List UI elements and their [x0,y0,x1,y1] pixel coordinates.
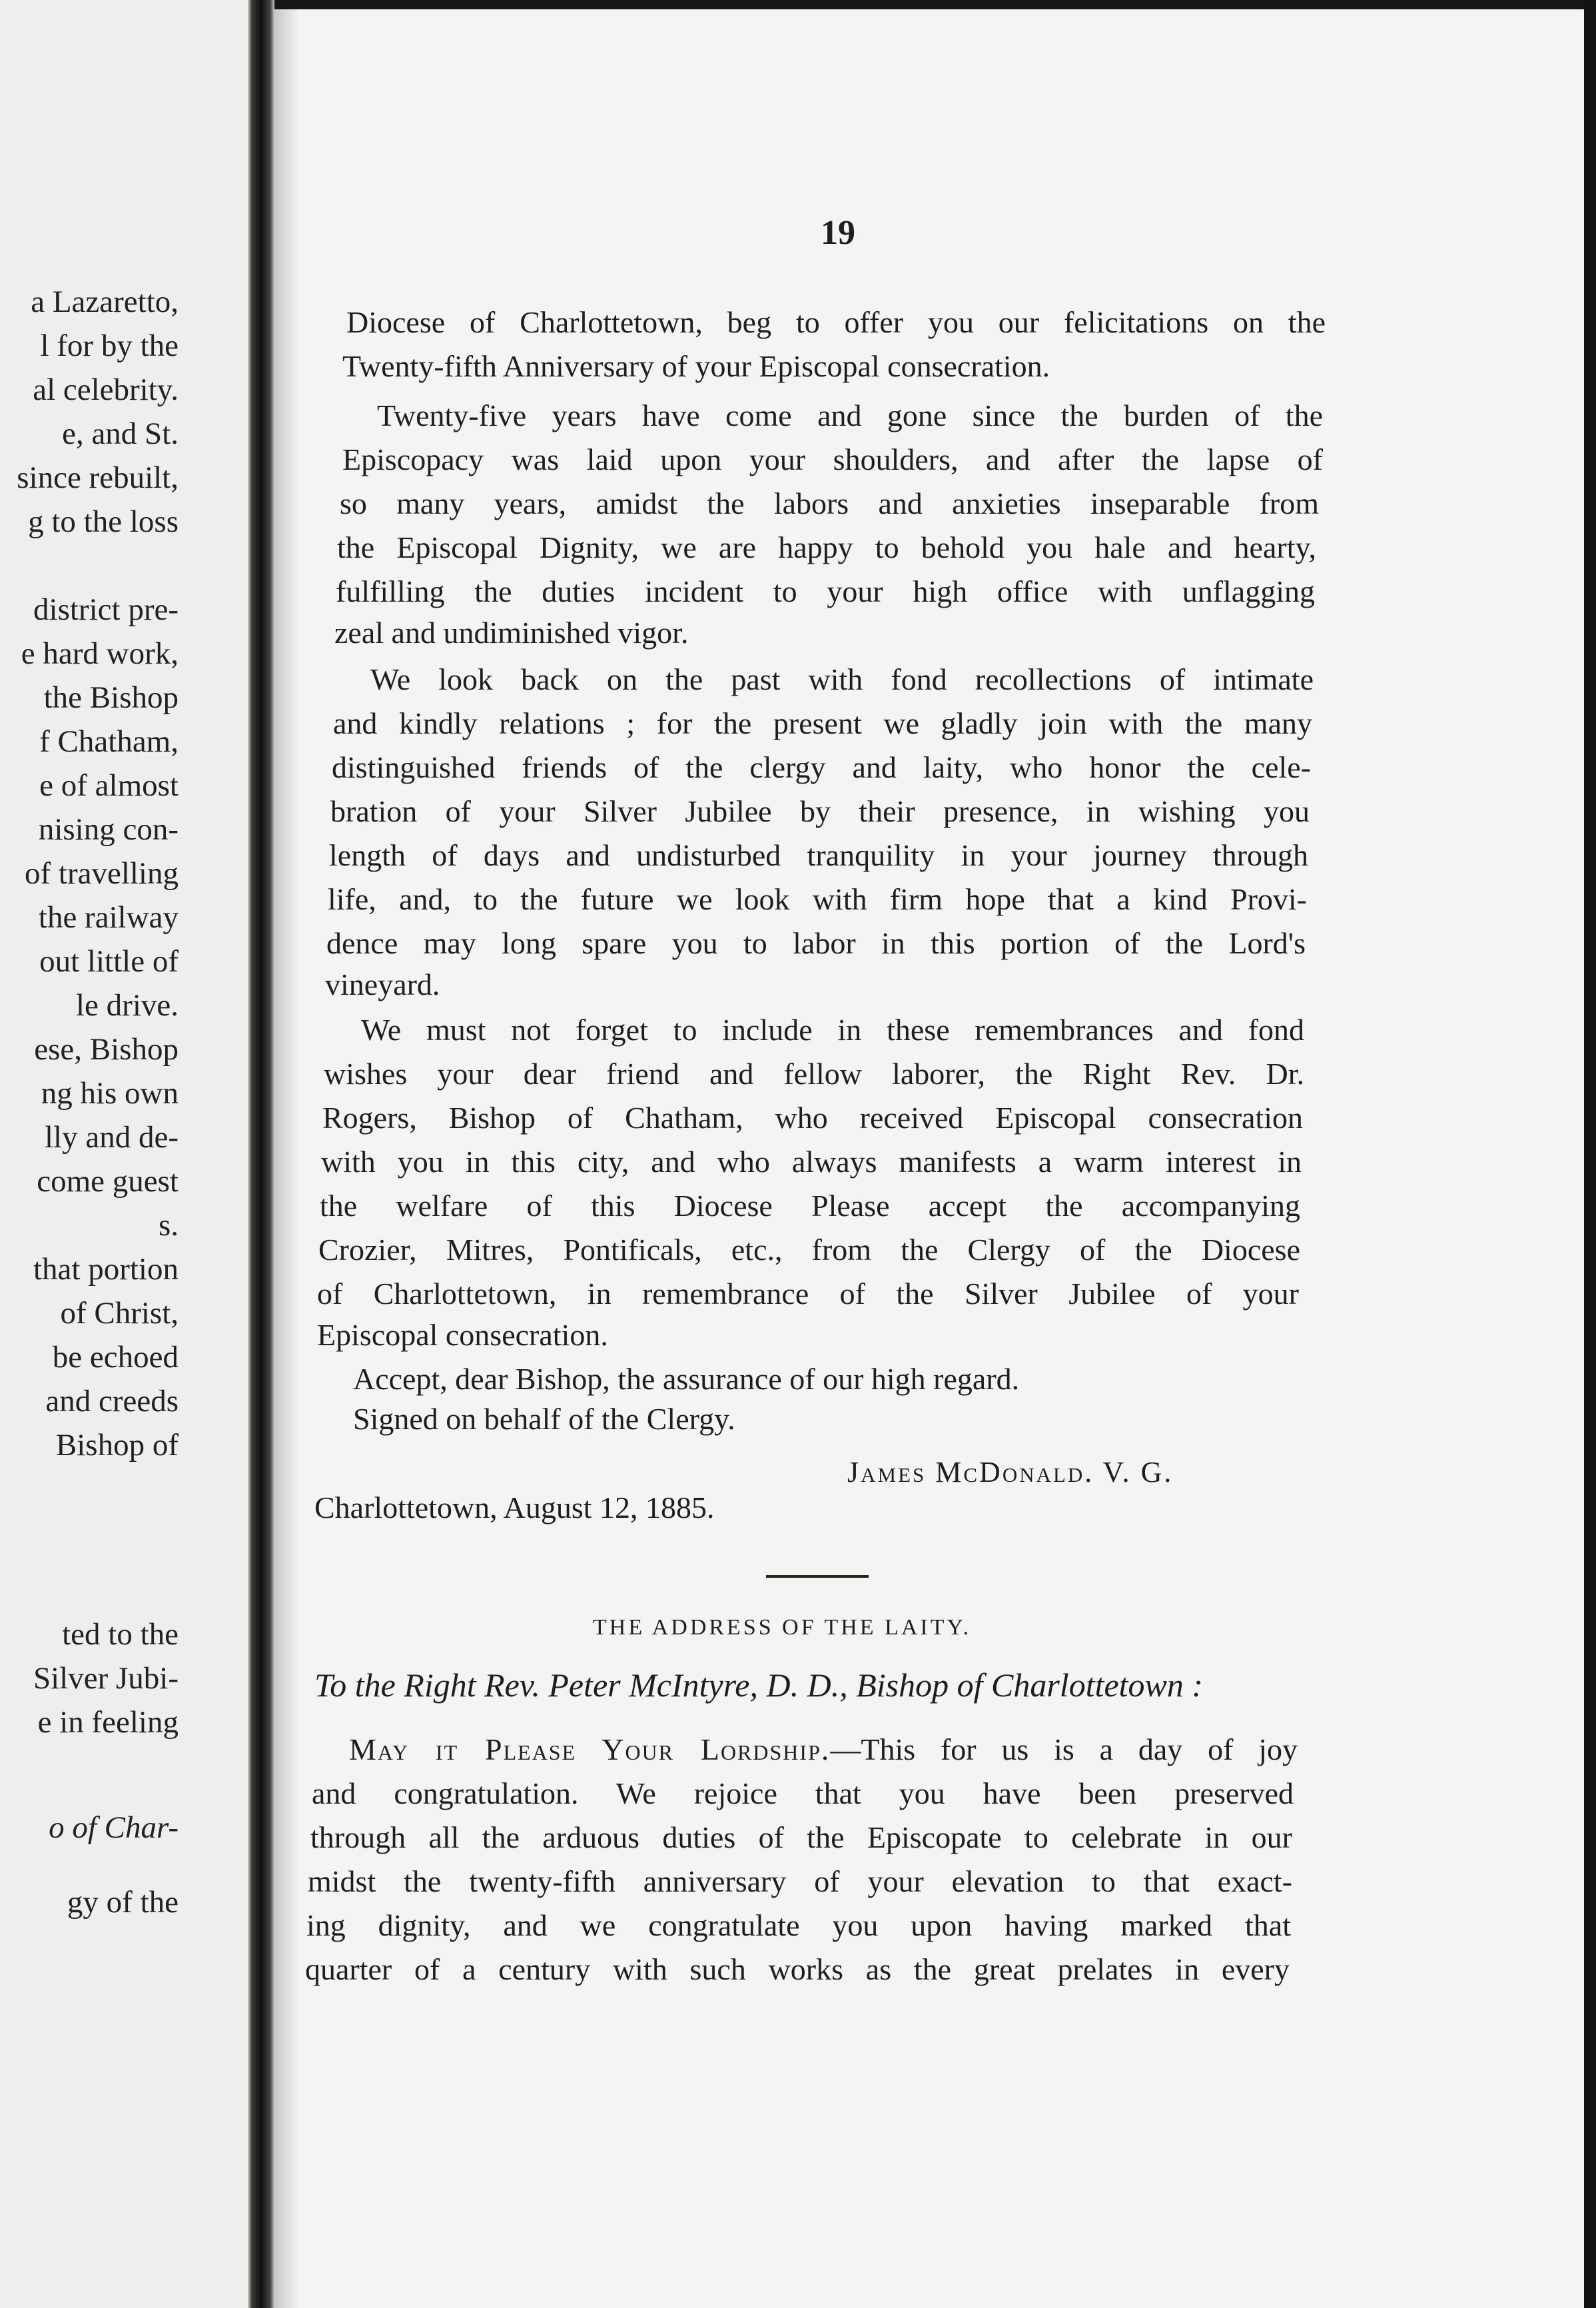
text-line: length of days and undisturbed tranquility in your journey through [329,838,1308,872]
section-heading: THE ADDRESS OF THE LAITY. [593,1615,972,1640]
text-line: fulfilling the duties incident to your high office with unflagging [336,574,1315,608]
left-page-line: nising con- [38,812,179,847]
text-line: We must not forget to include in these remembrances and fond [361,1013,1304,1047]
text-line: Twenty-five years have come and gone since the burden of the [377,398,1323,432]
text-line-rest: —This for us is a day of joy [830,1732,1298,1766]
left-page-line: come guest [37,1164,179,1199]
left-page-line: al celebrity. [33,372,179,407]
left-page-line: s. [158,1208,179,1243]
left-page-line: le drive. [76,988,179,1023]
text-line: through all the arduous duties of the Episcopate to celebrate in our [310,1820,1292,1854]
left-page-line: gy of the [67,1885,179,1920]
text-line: Diocese of Charlottetown, beg to offer you our felicitations on the [346,305,1326,339]
text-line: the welfare of this Diocese Please accept the accompanying [320,1189,1300,1223]
left-page-line: of Christ, [60,1296,179,1331]
text-line [349,1730,1298,1770]
text-line: bration of your Silver Jubilee by their presence, in wishing you [330,794,1310,828]
text-line: We look back on the past with fond recollections of intimate [370,662,1314,696]
text-line: zeal and undiminished vigor. [334,616,689,650]
text-line: the Episcopal Dignity, we are happy to behold you hale and hearty, [337,530,1316,564]
left-page-line: e hard work, [21,636,179,671]
text-line: ing dignity, and we congratulate you upon having marked that [306,1908,1291,1942]
text-line: vineyard. [325,967,440,1001]
text-line: Crozier, Mitres, Pontificals, etc., from the Clergy of the Diocese [318,1233,1300,1267]
text-line: Episcopal consecration. [317,1318,608,1352]
left-page-line: e of almost [39,768,179,803]
text-line: midst the twenty-fifth anniversary of your elevation to that exact- [308,1864,1292,1898]
left-page-line: e, and St. [62,416,179,451]
text-line: so many years, amidst the labors and anxieties inseparable from [340,486,1319,520]
left-page-line: ng his own [41,1076,179,1111]
left-page-line: g to the loss [28,504,179,539]
salutation: To the Right Rev. Peter McIntyre, D. D., Bishop of Charlottetown : [314,1666,1204,1704]
opening-smallcaps: May it Please Your Lordship. [349,1732,831,1766]
text-line: of Charlottetown, in remembrance of the Silver Jubilee of your [317,1277,1299,1311]
left-page-line: since rebuilt, [17,460,179,495]
text-line: Signed on behalf of the Clergy. [353,1402,735,1436]
left-page-line: and creeds [45,1384,179,1419]
section-divider [766,1575,869,1578]
text-line: Twenty-fifth Anniversary of your Episcopal consecration. [342,349,1050,383]
left-page-line: the railway [38,900,179,935]
text-line: wishes your dear friend and fellow laborer, the Right Rev. Dr. [324,1057,1304,1091]
signatory: James McDonald. V. G. [847,1456,1174,1488]
left-page-line: of travelling [24,856,179,891]
page-number: 19 [821,214,855,252]
left-page-line: be echoed [52,1340,179,1375]
left-page-line: lly and de- [45,1120,179,1155]
left-page-line: e in feeling [37,1704,179,1740]
left-page-line: Bishop of [55,1428,179,1462]
text-line: dence may long spare you to labor in this portion of the Lord's [326,926,1306,960]
text-line: with you in this city, and who always manifests a warm interest in [321,1145,1302,1179]
text-line: and congratulation. We rejoice that you have been preserved [312,1776,1294,1810]
left-page-line: ese, Bishop [34,1032,179,1067]
text-line: quarter of a century with such works as the great prelates in every [305,1952,1290,1986]
text-line: Accept, dear Bishop, the assurance of our high regard. [353,1362,1020,1396]
left-page-line: district pre- [33,592,179,627]
dateline: Charlottetown, August 12, 1885. [314,1490,715,1524]
text-line: distinguished friends of the clergy and laity, who honor the cele- [332,750,1311,784]
left-page-line: that portion [33,1252,179,1287]
left-page-line: Silver Jubi- [33,1660,179,1696]
text-line: Rogers, Bishop of Chatham, who received Episcopal consecration [322,1101,1303,1135]
left-page-line: a Lazaretto, [31,285,179,319]
left-page-line: o of Char- [49,1810,179,1846]
text-line: and kindly relations ; for the present we gladly join with the many [333,706,1312,740]
left-page-line: f Chatham, [39,724,179,759]
left-page-line: the Bishop [43,680,179,715]
left-page-line: l for by the [40,328,179,363]
left-page-line: ted to the [62,1616,179,1652]
text-line: Episcopacy was laid upon your shoulders, and after the lapse of [342,442,1323,476]
text-line: life, and, to the future we look with firm hope that a kind Provi- [328,882,1307,916]
left-page-line: out little of [39,944,179,979]
